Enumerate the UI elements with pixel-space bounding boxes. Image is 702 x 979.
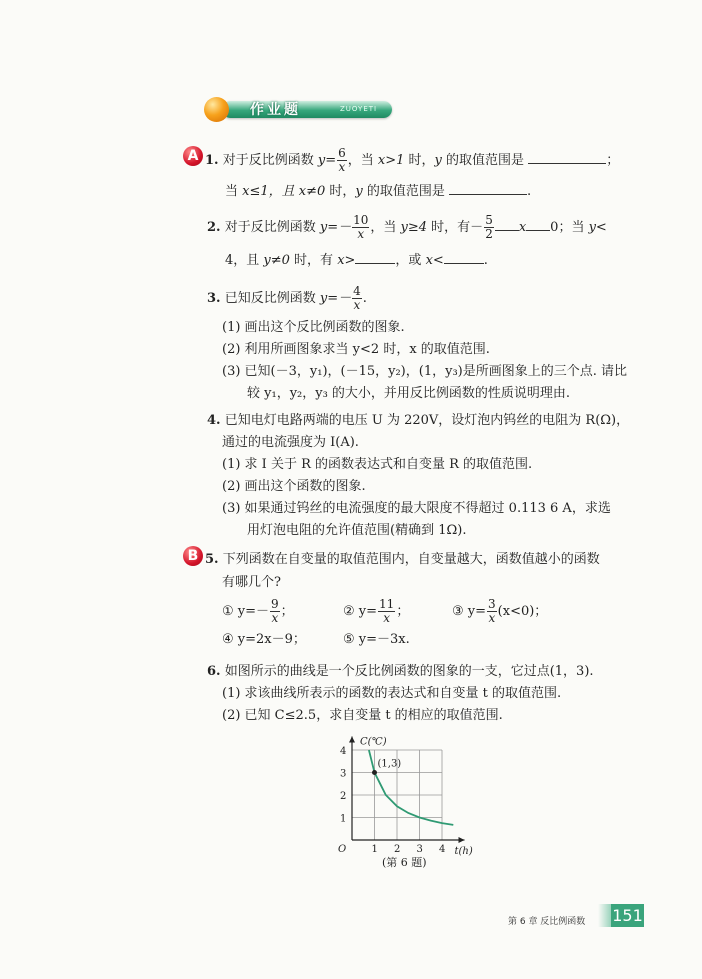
question-number: 4. [207,413,221,428]
text: ，或 [395,253,426,268]
option-5: ⑤ y=－3x. [343,632,410,647]
answer-blank[interactable] [449,194,527,195]
question-number: 6. [207,664,221,679]
text: ； [606,153,620,168]
question-2-line2 [225,249,488,268]
numerator: 6 [338,146,346,160]
question-5 [205,548,600,567]
page-number: 151 [612,906,643,925]
y-axis-label: C(℃) [360,736,387,748]
text: (x<0)； [497,604,548,619]
denominator: x [357,227,365,241]
text: ； [396,604,410,619]
question-4-part-2: (2) 画出这个函数的图象. [222,479,366,494]
question-3-part-2: (2) 利用所画图象求当 y<2 时，x 的取值范围. [222,342,490,357]
y-tick-label: 2 [340,791,347,802]
question-3-part-3-cont: 较 y₁，y₂，y₃ 的大小，并用反比例函数的性质说明理由. [247,386,571,401]
text: 如图所示的曲线是一个反比例函数的图象的一支，它过点(1，3). [224,664,594,679]
page-strip [598,904,611,927]
text: 的取值范围是 [441,153,525,168]
text: 的取值范围是 [362,184,445,199]
section-banner [204,97,392,122]
equation: y=－ [319,291,352,306]
origin-label: O [338,844,347,855]
question-5-line2: 有哪几个? [222,575,281,590]
option-1 [222,598,294,625]
question-number: 3. [207,291,221,306]
condition: x> [337,253,356,268]
y-tick-label: 4 [340,746,347,757]
denominator: x [383,611,391,625]
answer-blank[interactable] [526,230,550,231]
x-tick-label: 1 [371,844,378,855]
denominator: x [338,160,346,174]
text: 时， [404,153,435,168]
fraction [352,285,362,312]
text: 时，有－ [427,220,484,235]
question-number: 5. [205,552,219,567]
option-2 [343,598,409,625]
fraction [270,598,280,625]
fraction [487,598,497,625]
y-axis-arrow [349,737,355,743]
text: ② y= [343,604,378,619]
text: . [527,184,532,199]
x-axis-arrow [459,837,465,843]
question-6 [207,660,594,679]
text: 已知电灯电路两端的电压 U 为 220V，设灯泡内钨丝的电阻为 R(Ω)， [224,413,630,428]
banner-subtitle: ZUOYETI [340,105,378,113]
option-4: ④ y=2x－9； [222,632,306,647]
numerator: 3 [488,597,496,611]
chapter-label: 第 6 章 反比例函数 [508,917,586,927]
orange-ball-icon [204,97,229,122]
numerator: 9 [271,597,279,611]
fraction [337,147,347,174]
denominator: 2 [485,227,493,241]
condition: y< [588,220,607,235]
answer-blank[interactable] [355,263,395,264]
curve-line [369,750,453,825]
numerator: 11 [379,597,395,611]
var: y [355,184,363,199]
text: ，当 [370,220,401,235]
text: ③ y= [452,604,487,619]
question-1-line2 [225,180,531,199]
text: ，当 [347,153,378,168]
var: x [518,220,527,235]
chart-caption: (第 6 题) [382,856,427,869]
question-3-part-3: (3) 已知(－3，y₁)，(－15，y₂)，(1，y₃)是所画图象上的三个点. 请比 [222,364,627,379]
question-1 [205,147,619,174]
group-a-mark: A [183,146,203,166]
denominator: x [271,611,279,625]
text: 对于反比例函数 [224,220,320,235]
answer-blank[interactable] [528,163,606,164]
y-tick-label: 3 [340,768,347,780]
text: 时，有 [289,253,338,268]
answer-blank[interactable] [444,263,484,264]
question-number: 1. [205,153,219,168]
text: 时， [325,184,356,199]
question-4-part-3: (3) 如果通过钨丝的电流强度的最大限度不得超过 0.113 6 A，求选 [222,501,611,516]
y-tick-label: 1 [340,813,347,825]
condition: x< [425,253,444,268]
fraction [484,214,494,241]
question-6-part-2: (2) 已知 C≤2.5，求自变量 t 的相应的取值范围. [222,708,503,723]
text: = [325,153,337,168]
var: y [434,153,442,168]
question-4-part-3-cont: 用灯泡电阻的允许值范围(精确到 1Ω). [247,523,467,538]
question-4 [207,409,629,428]
text: . [483,253,488,268]
banner-title: 作业题 [250,102,301,118]
condition: y≥4 [400,220,428,235]
curve-point [372,770,377,775]
x-tick-label: 4 [439,844,446,855]
numerator: 10 [353,213,369,227]
text: ； [280,604,294,619]
denominator: x [488,611,496,625]
text: 对于反比例函数 [222,153,318,168]
question-4-part-1: (1) 求 I 关于 R 的函数表达式和自变量 R 的取值范围. [222,457,533,472]
point-label: (1,3) [377,758,402,770]
group-b-mark: B [183,546,203,566]
question-3 [207,285,367,312]
text: 当 [225,184,243,199]
question-3-part-1: (1) 画出这个反比例函数的图象. [222,320,405,335]
answer-blank[interactable] [495,230,519,231]
numerator: 4 [353,284,361,298]
x-tick-label: 3 [416,844,423,855]
equation: y=－ [319,220,352,235]
x-tick-label: 2 [394,844,401,855]
text: 已知反比例函数 [224,291,320,306]
condition: x>1 [377,153,405,168]
question-number: 2. [207,220,221,235]
text: 下列函数在自变量的取值范围内，自变量越大，函数值越小的函数 [222,552,600,567]
question-2 [207,214,607,241]
numerator: 5 [485,213,493,227]
condition: x≤1，且 x≠0 [242,184,326,199]
text: . [362,291,367,306]
condition: y≠0 [263,253,290,268]
question-4-line2: 通过的电流强度为 I(A). [222,435,359,450]
fraction [378,598,395,625]
fraction [352,214,369,241]
x-axis-label: t(h) [454,846,473,857]
text: 4，且 [225,253,264,268]
text: ① y=－ [222,604,270,619]
question-6-part-1: (1) 求该曲线所表示的函数的表达式和自变量 t 的取值范围. [222,686,562,701]
text: 0；当 [550,220,589,235]
denominator: x [353,298,361,312]
var: y [317,153,326,168]
option-3 [452,598,547,625]
